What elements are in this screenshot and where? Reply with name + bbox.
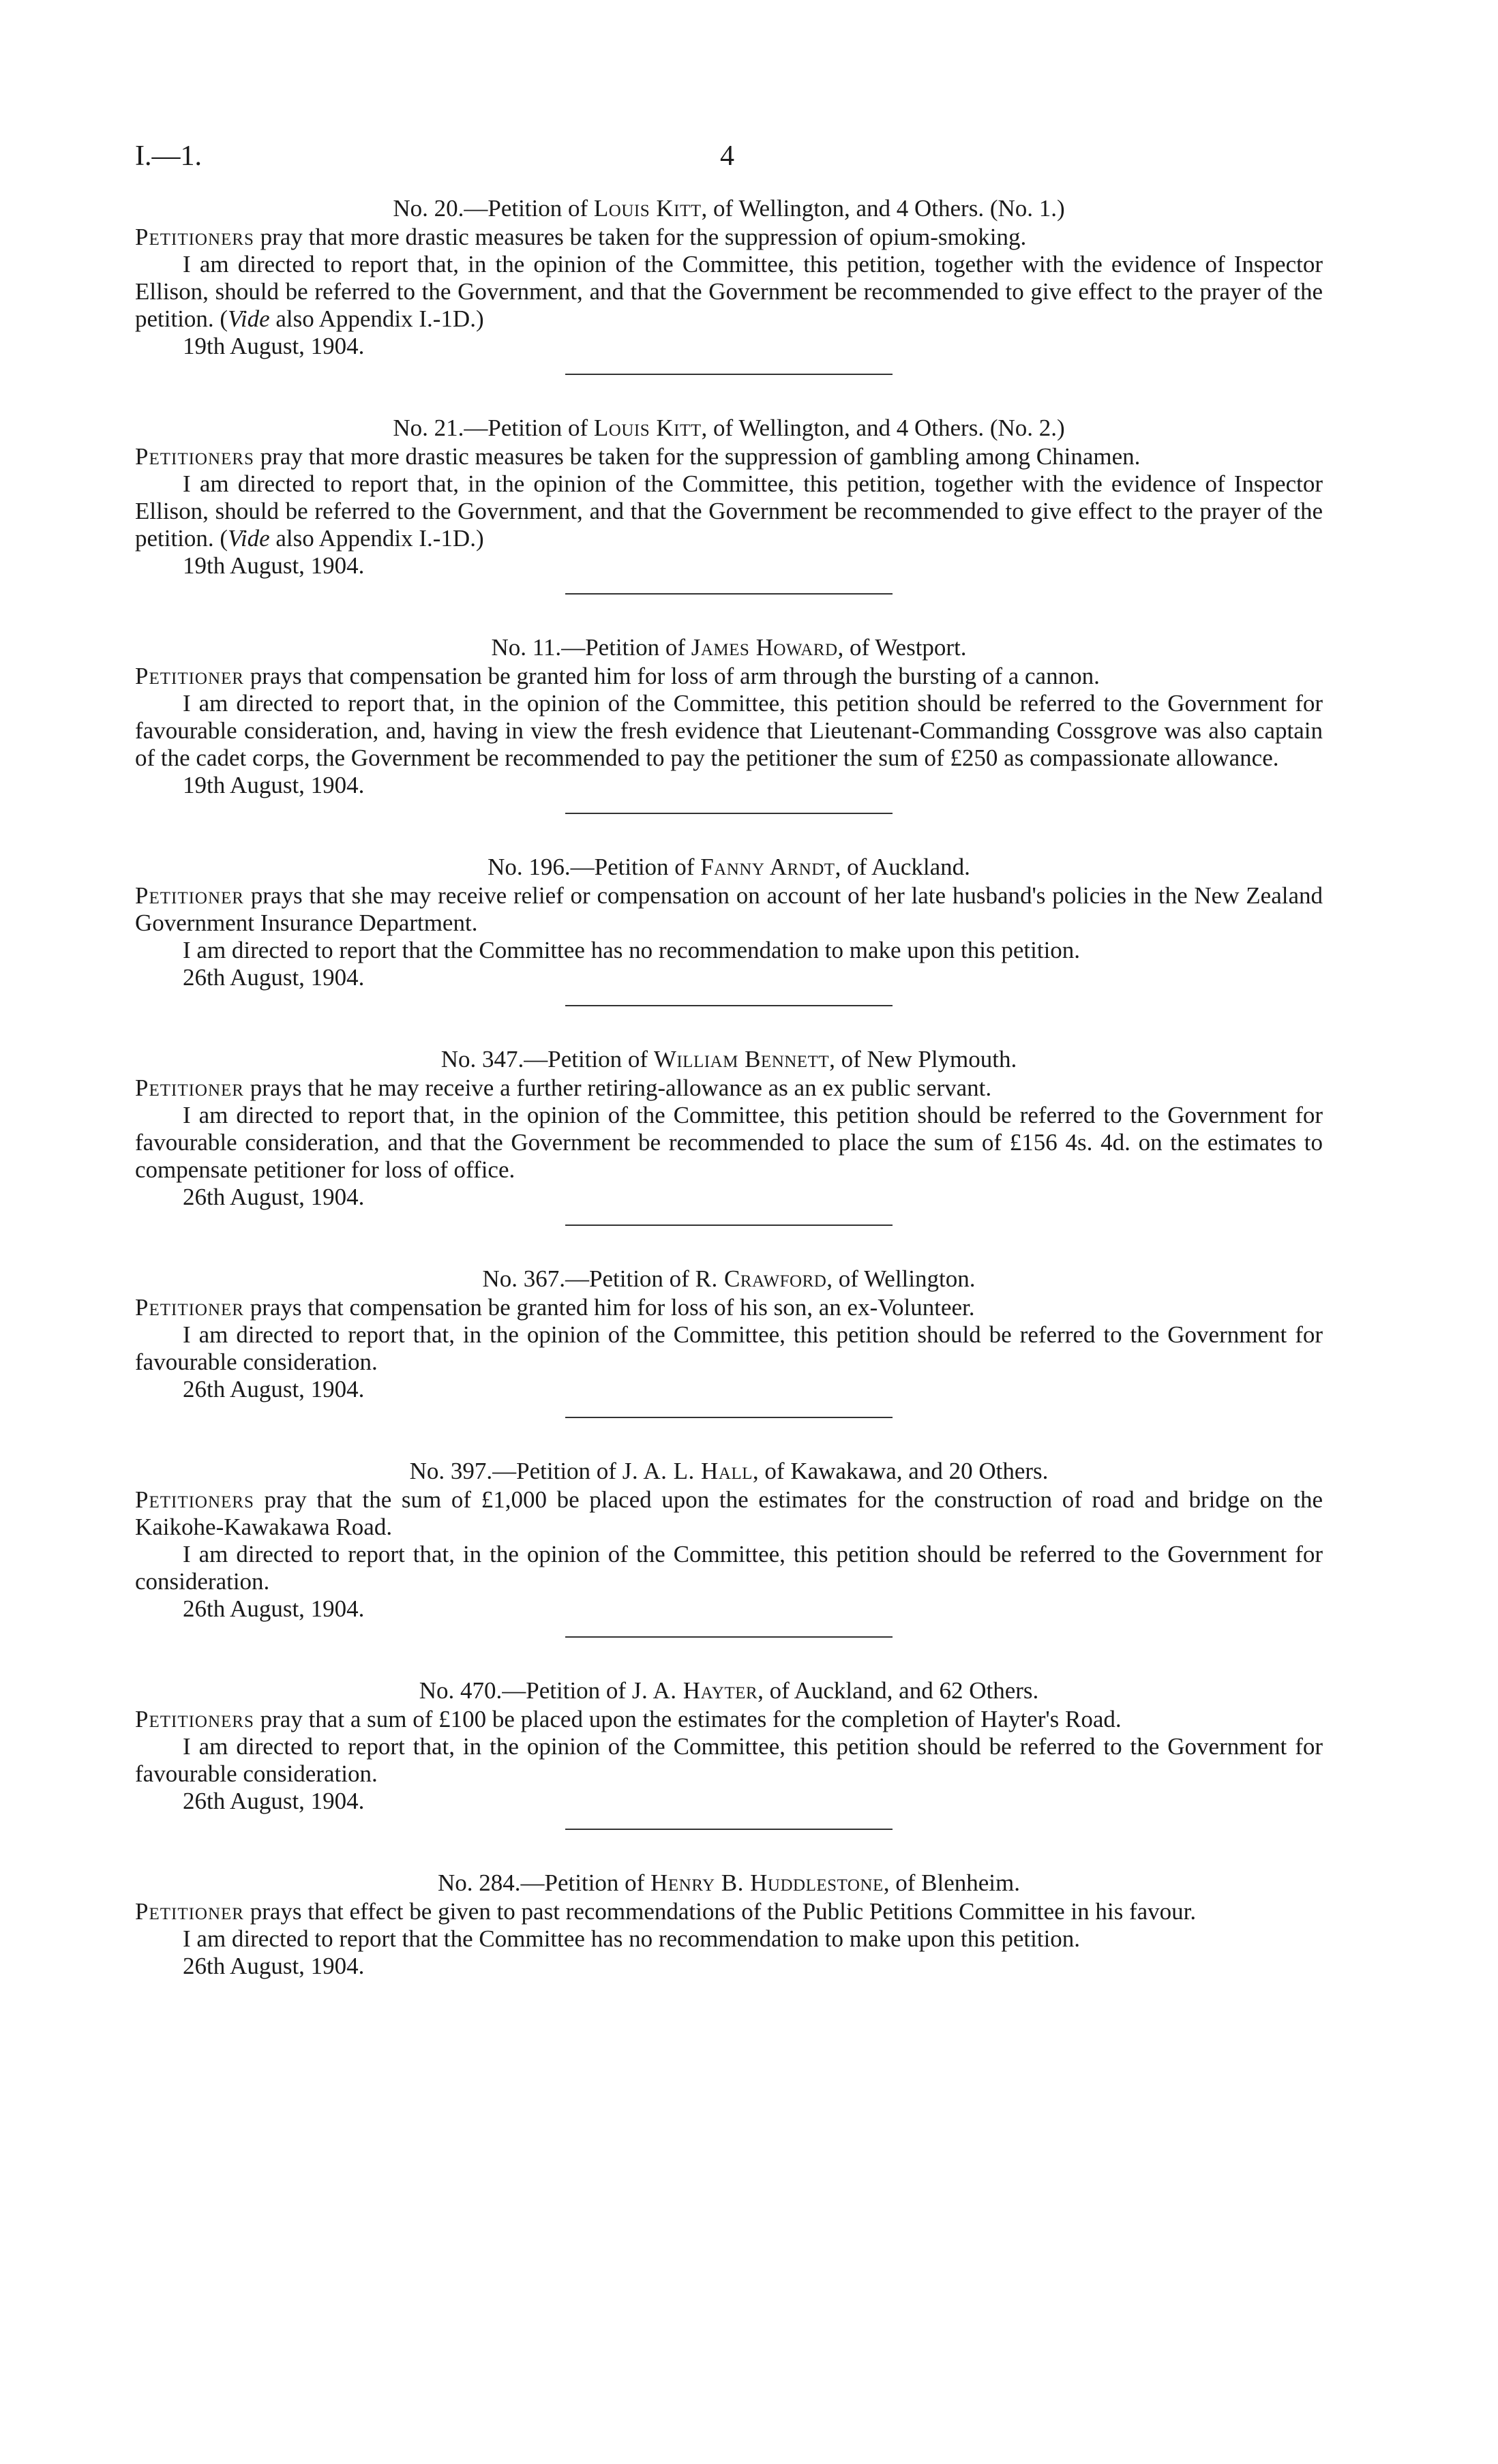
report-date: 26th August, 1904.: [183, 964, 365, 991]
petition-of-text: —Petition of: [524, 1046, 654, 1072]
section-divider: [565, 1636, 893, 1638]
petition-place: , of Auckland.: [835, 854, 970, 880]
petition-title: [135, 1458, 1323, 1485]
petitioner-name: James Howard: [691, 634, 838, 661]
petition-prayer: [135, 663, 1323, 690]
petition-entry: [135, 854, 1323, 1006]
report-date: 26th August, 1904.: [183, 1788, 365, 1814]
report-text: I am directed to report that, in the opinion of the Committee, this petition, together with the evidence of Inspector Ellison, should be referred to the Government, and that the Government be recommended to give effect to the prayer of the petition. (: [135, 251, 1323, 332]
section-divider: [565, 1225, 893, 1226]
report-date: 26th August, 1904.: [183, 1376, 365, 1402]
petition-title: [135, 1046, 1323, 1073]
petitioner-label: Petitioner: [135, 1294, 244, 1321]
prayer-text: prays that compensation be granted him for loss of arm through the bursting of a cannon.: [243, 663, 1100, 689]
section-divider: [565, 374, 893, 375]
report-date: 26th August, 1904.: [183, 1953, 365, 1979]
report-text: I am directed to report that the Committee has no recommendation to make upon this petition.: [183, 1925, 1081, 1952]
report-text: I am directed to report that the Committee has no recommendation to make upon this petition.: [183, 937, 1081, 963]
committee-report: [135, 1541, 1323, 1595]
committee-report: [135, 1321, 1323, 1376]
section-divider: [565, 1005, 893, 1006]
petition-of-text: —Petition of: [520, 1869, 651, 1896]
petition-title: [135, 1265, 1323, 1293]
petition-of-text: —Petition of: [464, 195, 594, 222]
petition-of-text: —Petition of: [565, 1265, 695, 1292]
report-text: I am directed to report that, in the opinion of the Committee, this petition, together with the evidence of Inspector Ellison, should be referred to the Government, and that the Government be recommended to give effect to the prayer of the petition. (: [135, 470, 1323, 552]
vide-reference: Vide: [228, 305, 270, 332]
report-date: 26th August, 1904.: [183, 1595, 365, 1622]
petition-of-text: —Petition of: [492, 1458, 623, 1484]
petition-place: , of Wellington.: [826, 1265, 976, 1292]
petition-number: No. 196.: [488, 854, 571, 880]
petition-place: , of New Plymouth.: [829, 1046, 1017, 1072]
petitioner-label: Petitioners: [135, 443, 254, 470]
petition-title: [135, 415, 1323, 442]
petition-entry: [135, 1458, 1323, 1638]
petitioner-name: J. A. L. Hall: [622, 1458, 753, 1484]
petition-place: , of Wellington, and 4 Others. (No. 2.): [701, 415, 1065, 441]
committee-report: [135, 1733, 1323, 1788]
petition-prayer: [135, 1075, 1323, 1102]
petitioner-label: Petitioners: [135, 1486, 254, 1513]
section-divider: [565, 593, 893, 595]
committee-report: [135, 690, 1323, 772]
petition-place: , of Auckland, and 62 Others.: [758, 1677, 1039, 1704]
petitioner-label: Petitioner: [135, 1075, 244, 1101]
petition-place: , of Westport.: [837, 634, 967, 661]
appendix-reference: also Appendix I.-1D.): [269, 305, 484, 332]
petition-title: [135, 1869, 1323, 1897]
prayer-text: prays that compensation be granted him for loss of his son, an ex-Volunteer.: [243, 1294, 975, 1321]
vide-reference: Vide: [228, 525, 270, 552]
petition-number: No. 284.: [438, 1869, 521, 1896]
petition-entry: [135, 1265, 1323, 1418]
parliamentary-paper-ref: I.—1.: [135, 140, 202, 172]
section-divider: [565, 813, 893, 814]
petition-prayer: [135, 1486, 1323, 1541]
petition-prayer: [135, 1294, 1323, 1321]
committee-report: [135, 251, 1323, 333]
petition-number: No. 367.: [482, 1265, 566, 1292]
report-text: I am directed to report that, in the opinion of the Committee, this petition should be referred to the Government for favourable consideration.: [135, 1733, 1323, 1787]
petition-of-text: —Petition of: [561, 634, 691, 661]
petition-number: No. 397.: [409, 1458, 493, 1484]
petition-entry: [135, 634, 1323, 814]
section-divider: [565, 1829, 893, 1830]
petition-of-text: —Petition of: [464, 415, 594, 441]
prayer-text: pray that the sum of £1,000 be placed upon the estimates for the construction of road and bridge on the Kaikohe-Kawakawa Road.: [135, 1486, 1323, 1540]
prayer-text: pray that a sum of £100 be placed upon the estimates for the completion of Hayter's Road.: [254, 1706, 1122, 1732]
petitioner-label: Petitioner: [135, 663, 244, 689]
petition-entry: [135, 1677, 1323, 1830]
report-text: I am directed to report that, in the opinion of the Committee, this petition should be referred to the Government for favourable consideration, and that the Government be recommended to place the sum of £156 4s. 4d. on the estimates to compensate petitioner for loss of office.: [135, 1102, 1323, 1183]
section-divider: [565, 1417, 893, 1418]
petitioner-label: Petitioner: [135, 1898, 244, 1925]
petition-title: [135, 634, 1323, 661]
petitioner-name: R. Crawford: [695, 1265, 827, 1292]
petitioner-label: Petitioner: [135, 882, 244, 909]
committee-report: [135, 1925, 1323, 1953]
petition-prayer: [135, 1706, 1323, 1733]
petition-prayer: [135, 1898, 1323, 1925]
petitioner-label: Petitioners: [135, 224, 254, 250]
petition-prayer: [135, 882, 1323, 937]
prayer-text: prays that she may receive relief or compensation on account of her late husband's policies in the New Zealand Government Insurance Department.: [135, 882, 1323, 936]
petition-place: , of Wellington, and 4 Others. (No. 1.): [701, 195, 1065, 222]
petitioner-name: Louis Kitt: [593, 415, 702, 441]
report-date: 19th August, 1904.: [183, 552, 365, 579]
petition-number: No. 347.: [440, 1046, 524, 1072]
prayer-text: pray that more drastic measures be taken for the suppression of gambling among Chinamen.: [254, 443, 1141, 470]
petition-number: No. 21.: [393, 415, 464, 441]
petitioner-name: Henry B. Huddlestone: [650, 1869, 884, 1896]
petition-number: No. 11.: [491, 634, 562, 661]
petition-prayer: [135, 224, 1323, 251]
petition-of-text: —Petition of: [570, 854, 701, 880]
committee-report: [135, 937, 1323, 964]
petitioner-name: Fanny Arndt: [700, 854, 835, 880]
petition-title: [135, 854, 1323, 881]
petitions-list: [135, 195, 1323, 1980]
appendix-reference: also Appendix I.-1D.): [269, 525, 484, 552]
petition-entry: [135, 415, 1323, 595]
report-date: 19th August, 1904.: [183, 333, 365, 359]
petition-place: , of Blenheim.: [883, 1869, 1020, 1896]
petition-entry: [135, 195, 1323, 375]
petition-title: [135, 195, 1323, 222]
report-text: I am directed to report that, in the opinion of the Committee, this petition should be referred to the Government for favourable consideration, and, having in view the fresh evidence that Lieutenant-Commanding Cossgrove was also captain of the cadet corps, the Government be recommended to pay the petitioner the sum of £250 as compassionate allowance.: [135, 690, 1323, 771]
prayer-text: pray that more drastic measures be taken for the suppression of opium-smoking.: [254, 224, 1027, 250]
report-date: 19th August, 1904.: [183, 772, 365, 798]
report-date: 26th August, 1904.: [183, 1184, 365, 1210]
page-header: [135, 140, 1328, 187]
report-text: I am directed to report that, in the opinion of the Committee, this petition should be referred to the Government for favourable consideration.: [135, 1321, 1323, 1375]
petition-title: [135, 1677, 1323, 1704]
petitioner-name: J. A. Hayter: [631, 1677, 758, 1704]
petition-place: , of Kawakawa, and 20 Others.: [752, 1458, 1049, 1484]
committee-report: [135, 470, 1323, 552]
petition-entry: [135, 1869, 1323, 1980]
petitioner-label: Petitioners: [135, 1706, 254, 1732]
petition-number: No. 20.: [393, 195, 464, 222]
petition-of-text: —Petition of: [502, 1677, 632, 1704]
petitioner-name: Louis Kitt: [593, 195, 702, 222]
petitioner-name: William Bennett: [653, 1046, 830, 1072]
petition-prayer: [135, 443, 1323, 470]
petition-entry: [135, 1046, 1323, 1226]
petition-number: No. 470.: [419, 1677, 503, 1704]
prayer-text: prays that effect be given to past recommendations of the Public Petitions Committee in his favour.: [243, 1898, 1197, 1925]
prayer-text: prays that he may receive a further retiring-allowance as an ex public servant.: [243, 1075, 992, 1101]
committee-report: [135, 1102, 1323, 1184]
report-text: I am directed to report that, in the opinion of the Committee, this petition should be referred to the Government for consideration.: [135, 1541, 1323, 1595]
page-number: 4: [720, 140, 734, 172]
